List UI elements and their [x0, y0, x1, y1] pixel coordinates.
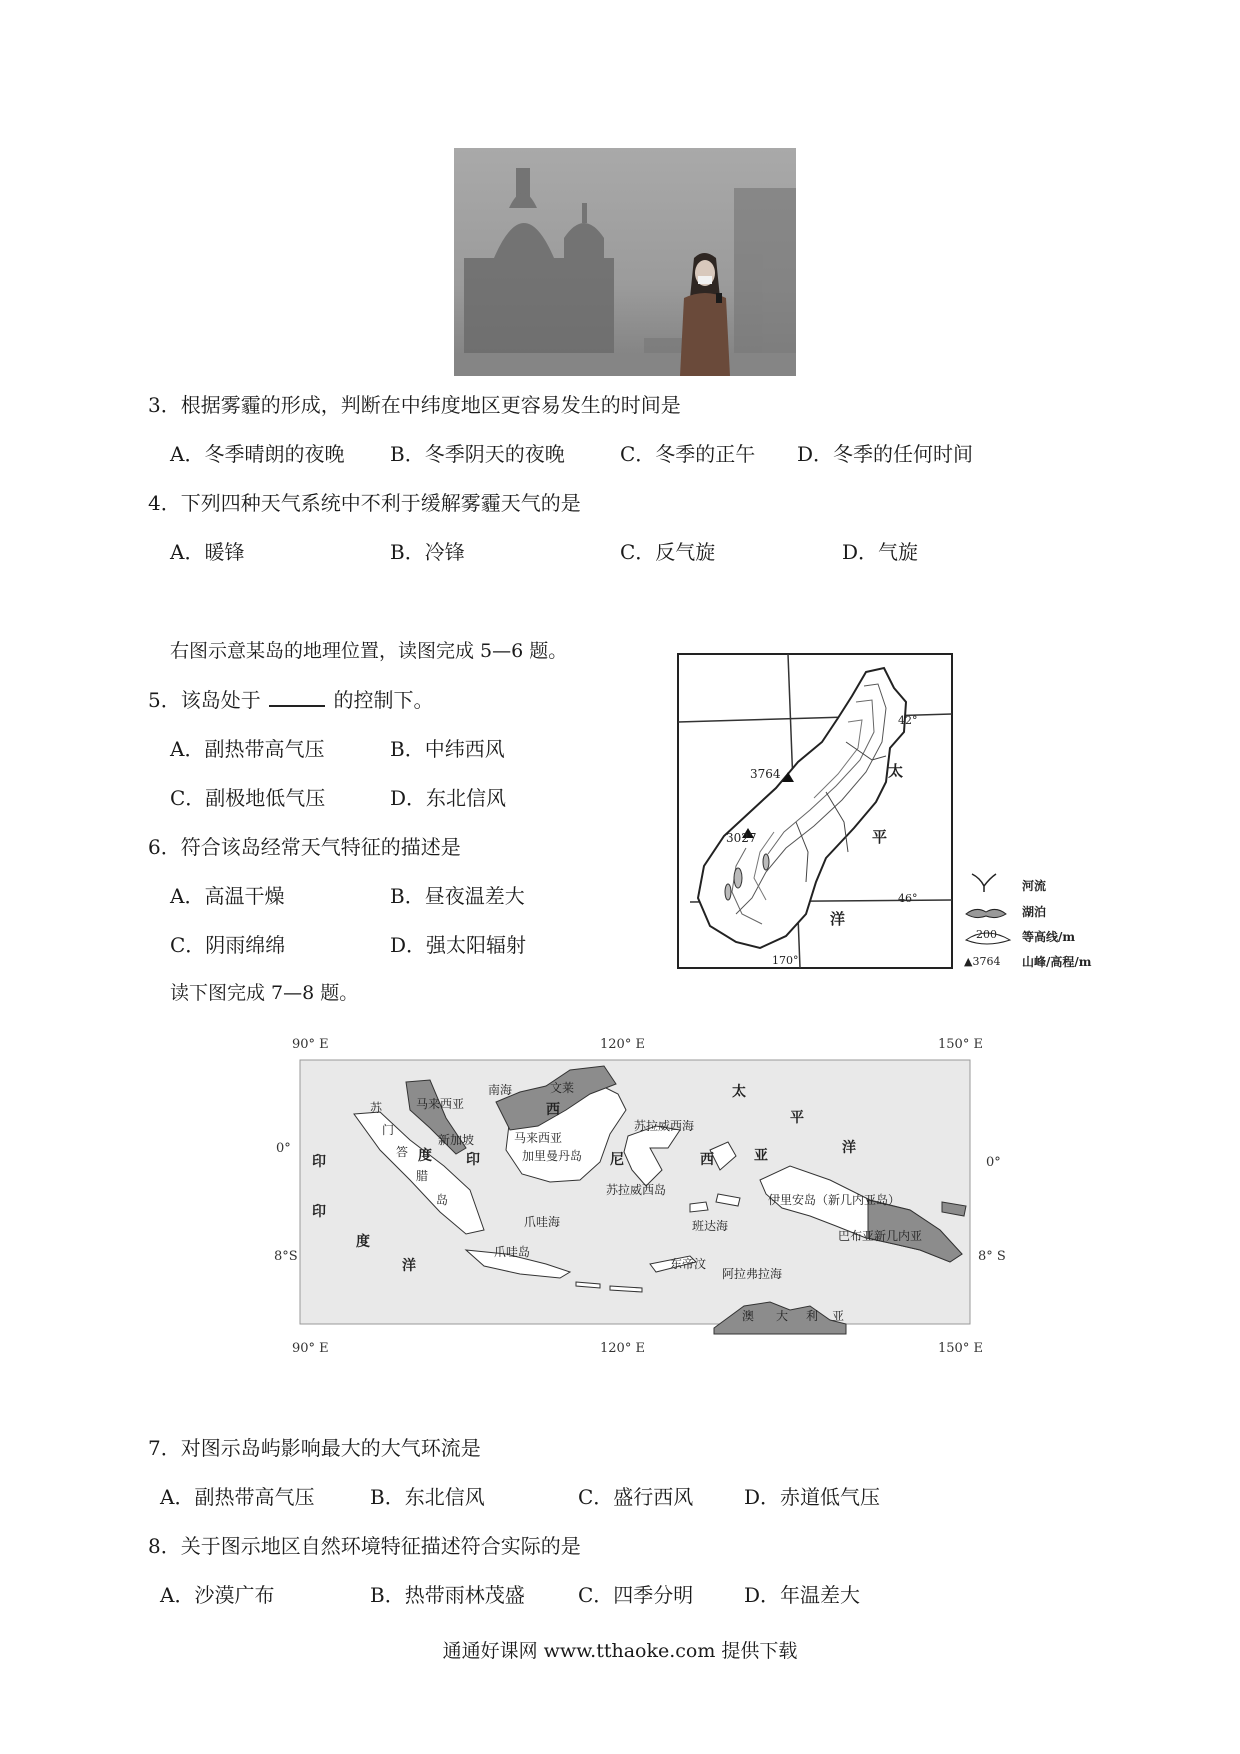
peak-label-2: 3027: [726, 831, 757, 845]
label-sumatra-5: 岛: [436, 1193, 449, 1207]
label-banda-sea: 班达海: [692, 1219, 729, 1233]
q6-option-c: C．阴雨绵绵: [170, 933, 286, 957]
label-indian-ocean-1: 印: [312, 1204, 326, 1220]
label-png: 巴布亚新几内亚: [838, 1229, 923, 1243]
ocean-label-1: 太: [888, 762, 904, 780]
label-sulawesi-sea: 苏拉威西海: [634, 1119, 695, 1133]
legend-peak: 山峰/高程/m: [1022, 955, 1092, 969]
smog-photo: [454, 148, 796, 376]
q5-option-b: B．中纬西风: [390, 737, 505, 761]
q8-option-a: A．沙漠广布: [160, 1583, 275, 1607]
q7-stem: 7．对图示岛屿影响最大的大气环流是: [148, 1436, 481, 1460]
label-indonesia-1: 印: [466, 1152, 480, 1168]
label-south-sea: 南海: [488, 1083, 513, 1097]
q4-option-b: B．冷锋: [390, 540, 465, 564]
legend-river: 河流: [1022, 879, 1047, 893]
label-indonesia-3: 尼: [610, 1152, 624, 1168]
q3-option-a: A．冬季晴朗的夜晚: [170, 442, 345, 466]
legend-peak-value: ▲3764: [964, 955, 1001, 968]
lat-label-0-right: 0°: [986, 1155, 1001, 1170]
q5-option-c: C．副极地低气压: [170, 786, 326, 810]
q6-option-d: D．强太阳辐射: [390, 933, 527, 957]
q5-option-d: D．东北信风: [390, 786, 507, 810]
label-malaysia-east: 马来西亚: [514, 1131, 563, 1145]
peak-label-1: 3764: [750, 767, 781, 781]
q5-stem-post: 的控制下。: [333, 688, 434, 712]
q8-option-b: B．热带雨林茂盛: [370, 1583, 525, 1607]
label-kalimantan: 加里曼丹岛: [522, 1149, 583, 1163]
label-irian: 伊里安岛（新几内亚岛）: [768, 1193, 901, 1207]
region-map: [270, 1030, 1010, 1370]
lon-label-120-top: 120° E: [600, 1037, 645, 1052]
intro-5-6: 右图示意某岛的地理位置，读图完成 5—6 题。: [170, 640, 568, 662]
label-indonesia-4: 西: [546, 1102, 560, 1118]
q6-option-a: A．高温干燥: [170, 884, 285, 908]
label-java: 爪哇岛: [494, 1245, 531, 1259]
label-indonesia-5: 亚: [754, 1148, 768, 1164]
ocean-label-2: 平: [872, 828, 888, 846]
q5-answer-blank: [269, 691, 325, 707]
island-map-legend: [964, 874, 1092, 969]
label-pacific-1: 太: [732, 1084, 746, 1100]
label-indonesia-6: 西: [700, 1152, 714, 1168]
label-java-sea: 爪哇海: [524, 1215, 561, 1229]
lon-label-90-bottom: 90° E: [292, 1341, 329, 1356]
q7-option-c: C．盛行西风: [578, 1485, 694, 1509]
lon-label-150-bottom: 150° E: [938, 1341, 983, 1356]
lon-label-90-top: 90° E: [292, 1037, 329, 1052]
label-indian-ocean-3: 洋: [402, 1258, 416, 1274]
lon-label-170: 170°: [772, 954, 799, 967]
lon-label-120-bottom: 120° E: [600, 1341, 645, 1356]
lon-label-150-top: 150° E: [938, 1037, 983, 1052]
label-pacific-2: 平: [790, 1110, 804, 1126]
lat-label-0-left: 0°: [276, 1141, 291, 1156]
q5-stem: [148, 684, 433, 713]
island-map: [676, 652, 1116, 972]
lat-label-8s-left: 8°S: [274, 1249, 298, 1264]
lat-label-46: 46°: [898, 892, 918, 905]
label-brunei: 文莱: [550, 1081, 575, 1095]
legend-lake: 湖泊: [1022, 905, 1047, 919]
q5-option-a: A．副热带高气压: [170, 737, 325, 761]
label-australia-1: 澳: [742, 1309, 755, 1323]
q7-option-d: D．赤道低气压: [744, 1485, 881, 1509]
page-footer: 通通好课网 www.tthaoke.com 提供下载: [442, 1640, 798, 1662]
label-indian-ocean-2: 度: [356, 1234, 370, 1250]
intro-7-8: 读下图完成 7—8 题。: [170, 982, 359, 1004]
q8-option-d: D．年温差大: [744, 1583, 861, 1607]
legend-contour-value: 200: [976, 928, 997, 941]
q7-option-b: B．东北信风: [370, 1485, 485, 1509]
label-australia-4: 亚: [832, 1309, 845, 1323]
label-pacific-3: 洋: [842, 1140, 856, 1156]
label-yin: 印: [312, 1154, 326, 1170]
q5-stem-pre: 5．该岛处于: [148, 688, 261, 712]
q4-option-d: D．气旋: [842, 540, 919, 564]
label-sumatra-1: 苏: [370, 1101, 383, 1115]
label-sumatra-4: 腊: [416, 1169, 429, 1183]
q3-option-c: C．冬季的正午: [620, 442, 756, 466]
lat-label-8s-right: 8° S: [978, 1249, 1006, 1264]
q8-stem: 8．关于图示地区自然环境特征描述符合实际的是: [148, 1534, 581, 1558]
lat-label-42: 42°: [898, 714, 918, 727]
label-sulawesi: 苏拉威西岛: [606, 1183, 667, 1197]
q3-stem: 3．根据雾霾的形成，判断在中纬度地区更容易发生的时间是: [148, 393, 681, 417]
label-australia-3: 利: [806, 1309, 819, 1323]
q4-option-c: C．反气旋: [620, 540, 716, 564]
label-sumatra-3: 答: [396, 1145, 409, 1159]
q6-stem: 6．符合该岛经常天气特征的描述是: [148, 835, 461, 859]
q3-option-b: B．冬季阴天的夜晚: [390, 442, 565, 466]
ocean-label-3: 洋: [830, 910, 846, 928]
label-malaysia: 马来西亚: [416, 1097, 465, 1111]
label-indonesia-2: 度: [418, 1148, 432, 1164]
label-singapore: 新加坡: [438, 1133, 475, 1147]
label-timor: 东帝汶: [670, 1257, 707, 1271]
q3-option-d: D．冬季的任何时间: [797, 442, 974, 466]
q6-option-b: B．昼夜温差大: [390, 884, 525, 908]
q4-option-a: A．暖锋: [170, 540, 245, 564]
label-sumatra-2: 门: [382, 1123, 395, 1137]
q7-option-a: A．副热带高气压: [160, 1485, 315, 1509]
legend-contour: 等高线/m: [1022, 930, 1076, 944]
label-arafura: 阿拉弗拉海: [722, 1267, 783, 1281]
q4-stem: 4．下列四种天气系统中不利于缓解雾霾天气的是: [148, 491, 581, 515]
label-australia-2: 大: [776, 1309, 789, 1323]
q8-option-c: C．四季分明: [578, 1583, 694, 1607]
